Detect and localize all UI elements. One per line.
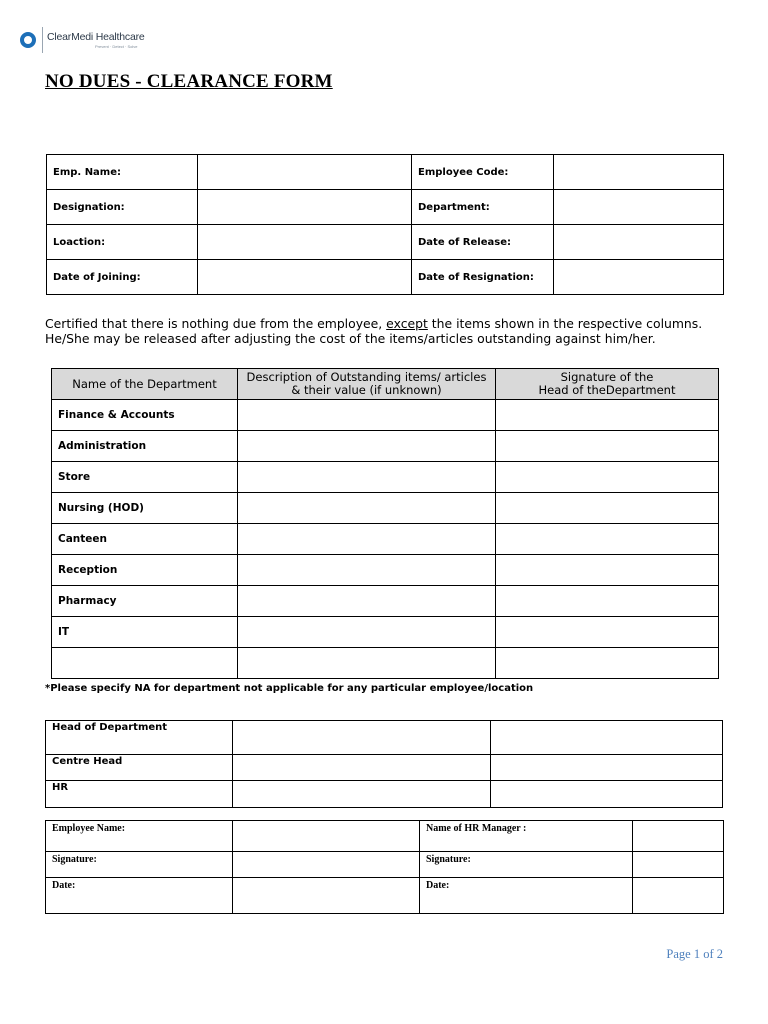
department-name: Pharmacy (52, 586, 238, 617)
logo-ring-icon (20, 32, 36, 48)
hod-signature-field[interactable] (496, 586, 719, 617)
hr-manager-name-field[interactable] (633, 821, 724, 852)
date-of-joining-label: Date of Joining: (47, 260, 198, 295)
outstanding-items-field[interactable] (238, 648, 496, 679)
location-label: Loaction: (47, 225, 198, 260)
approval-label: Centre Head (46, 755, 233, 781)
department-name: IT (52, 617, 238, 648)
approval-signature-field[interactable] (491, 721, 723, 755)
hr-manager-name-label: Name of HR Manager : (420, 821, 633, 852)
header-text: Description of Outstanding items/ articles (246, 370, 487, 384)
department-name: Nursing (HOD) (52, 493, 238, 524)
approval-signature-field[interactable] (491, 755, 723, 781)
designation-label: Designation: (47, 190, 198, 225)
hr-manager-date-field[interactable] (633, 878, 724, 914)
outstanding-items-field[interactable] (238, 617, 496, 648)
employee-info-row (47, 155, 724, 190)
hod-signature-field[interactable] (496, 648, 719, 679)
department-name[interactable] (52, 648, 238, 679)
date-of-resignation-label: Date of Resignation: (412, 260, 554, 295)
hod-signature-field[interactable] (496, 617, 719, 648)
outstanding-items-field[interactable] (238, 524, 496, 555)
department-row (52, 462, 719, 493)
date-of-release-label: Date of Release: (412, 225, 554, 260)
hod-signature-field[interactable] (496, 493, 719, 524)
department-row (52, 648, 719, 679)
department-name: Canteen (52, 524, 238, 555)
certification-text: the items shown in the respective columns. (427, 316, 703, 331)
date-of-joining-field[interactable] (198, 260, 412, 295)
header-hod-signature (496, 369, 719, 400)
department-row (52, 617, 719, 648)
certification-emphasis: except (386, 316, 428, 331)
department-name: Reception (52, 555, 238, 586)
hr-manager-signature-label: Signature: (420, 852, 633, 878)
certification-line-2: He/She may be released after adjusting the cost of the items/articles outstanding against him/her. (45, 330, 656, 346)
department-label: Department: (412, 190, 554, 225)
approval-label: HR (46, 781, 233, 808)
employee-info-row (47, 260, 724, 295)
department-row (52, 400, 719, 431)
department-name: Administration (52, 431, 238, 462)
hr-manager-date-label: Date: (420, 878, 633, 914)
header-department-name (52, 369, 238, 400)
emp-name-field[interactable] (198, 155, 412, 190)
logo-brand-name: ClearMedi Healthcare (47, 31, 145, 43)
employee-signature-field[interactable] (233, 852, 420, 878)
hr-manager-signature-field[interactable] (633, 852, 724, 878)
location-field[interactable] (198, 225, 412, 260)
approval-name-field[interactable] (233, 781, 491, 808)
certification-line-1 (45, 317, 735, 332)
signoff-table (45, 820, 724, 914)
logo-divider (42, 27, 43, 53)
employee-info-row (47, 190, 724, 225)
department-field[interactable] (554, 190, 724, 225)
certification-text: Certified that there is nothing due from the employee, (45, 316, 387, 331)
department-row (52, 431, 719, 462)
header-text: Name of the Department (72, 376, 217, 391)
logo-text (47, 31, 145, 49)
employee-name-field[interactable] (233, 821, 420, 852)
certification-statement (45, 317, 735, 346)
department-row (52, 524, 719, 555)
header-text: Head of theDepartment (538, 383, 676, 397)
header-outstanding-items (238, 369, 496, 400)
employee-code-field[interactable] (554, 155, 724, 190)
outstanding-items-field[interactable] (238, 586, 496, 617)
department-row (52, 493, 719, 524)
applicability-note: *Please specify NA for department not applicable for any particular employee/location (45, 683, 534, 694)
approval-row (46, 721, 723, 755)
logo-tagline: Prevent · Detect · Solve (95, 44, 138, 49)
hod-signature-field[interactable] (496, 462, 719, 493)
department-clearance-table (51, 368, 719, 679)
designation-field[interactable] (198, 190, 412, 225)
employee-date-label: Date: (46, 878, 233, 914)
emp-name-label: Emp. Name: (47, 155, 198, 190)
department-row (52, 586, 719, 617)
date-of-release-field[interactable] (554, 225, 724, 260)
outstanding-items-field[interactable] (238, 462, 496, 493)
approval-row (46, 781, 723, 808)
page-number: Page 1 of 2 (666, 947, 723, 961)
approval-name-field[interactable] (233, 721, 491, 755)
department-row (52, 555, 719, 586)
employee-date-field[interactable] (233, 878, 420, 914)
approval-row (46, 755, 723, 781)
employee-name-label: Employee Name: (46, 821, 233, 852)
hod-signature-field[interactable] (496, 400, 719, 431)
date-of-resignation-field[interactable] (554, 260, 724, 295)
company-logo (16, 20, 192, 60)
department-name: Finance & Accounts (52, 400, 238, 431)
department-table-header (52, 369, 719, 400)
signoff-row (46, 821, 724, 852)
signoff-row (46, 878, 724, 914)
approval-label: Head of Department (46, 721, 233, 755)
outstanding-items-field[interactable] (238, 555, 496, 586)
hod-signature-field[interactable] (496, 524, 719, 555)
employee-info-table (46, 154, 724, 295)
approvals-table (45, 720, 723, 808)
outstanding-items-field[interactable] (238, 431, 496, 462)
hod-signature-field[interactable] (496, 431, 719, 462)
outstanding-items-field[interactable] (238, 493, 496, 524)
header-text: Signature of the (560, 370, 654, 384)
hod-signature-field[interactable] (496, 555, 719, 586)
department-name: Store (52, 462, 238, 493)
approval-signature-field[interactable] (491, 781, 723, 808)
signoff-row (46, 852, 724, 878)
employee-signature-label: Signature: (46, 852, 233, 878)
employee-info-row (47, 225, 724, 260)
outstanding-items-field[interactable] (238, 400, 496, 431)
employee-code-label: Employee Code: (412, 155, 554, 190)
header-text: & their value (if unknown) (291, 383, 442, 397)
approval-name-field[interactable] (233, 755, 491, 781)
form-title: NO DUES - CLEARANCE FORM (45, 71, 333, 92)
